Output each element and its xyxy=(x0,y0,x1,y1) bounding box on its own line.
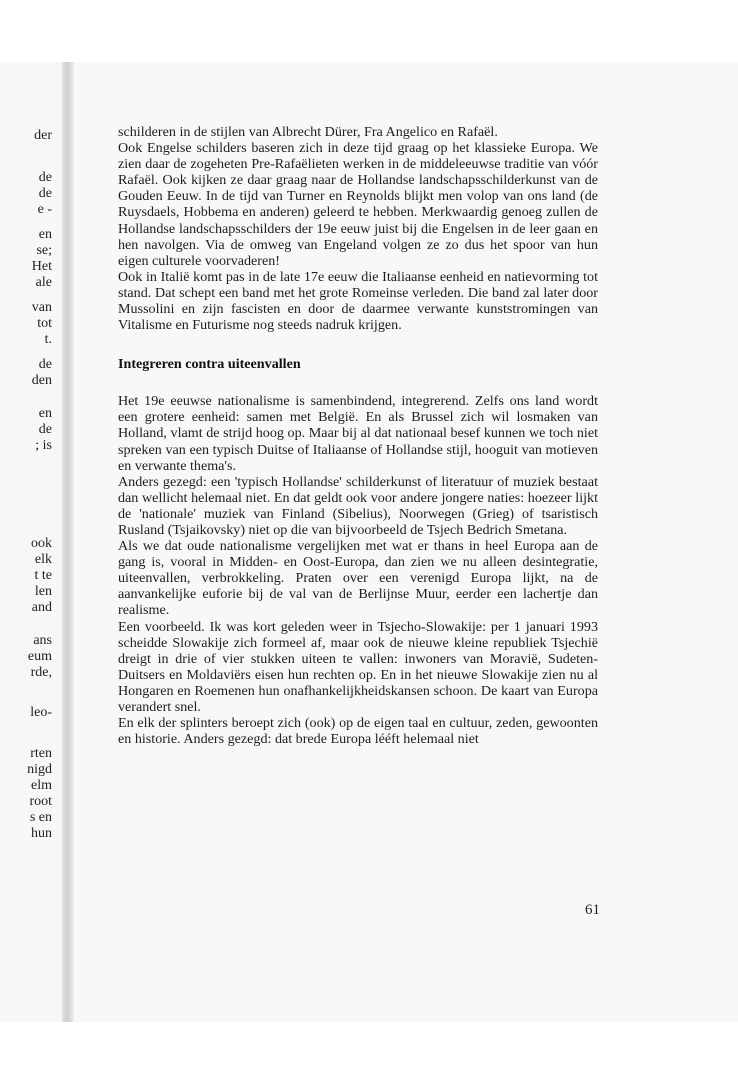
facing-page-fragment: eum xyxy=(27,649,52,664)
facing-page-fragment: de xyxy=(38,170,52,185)
facing-page-fragment: elk xyxy=(34,552,52,567)
paragraph: Het 19e eeuwse nationalisme is samenbindend, integrerend. Zelfs ons land wordt een grotere eenheid: samen met België. En als Brussel zich wil losmaken van Holland, vlamt de strijd hoog op. Maar bij al dat nationaal besef kunnen we toch niet spreken van een typisch Duitse of Italiaanse of Hollandse stijl, hooguit van motieven en verwante thema's. xyxy=(118,393,598,474)
facing-page-fragment: s en xyxy=(29,810,52,825)
facing-page-fragment: en xyxy=(38,227,52,242)
paragraph: schilderen in de stijlen van Albrecht Dürer, Fra Angelico en Rafaël. xyxy=(118,124,498,140)
facing-page-fragment: ook xyxy=(31,536,52,551)
paragraph: Ook Engelse schilders baseren zich in deze tijd graag op het klassieke Europa. We zien daar de zogeheten Pre-Rafaëlieten werken in de middeleeuwse traditie van vóór Rafaël. Ook kijken ze daar graag naar de Hollandse landschapsschilderkunst van de Gouden Eeuw. In de tijd van Turner en Reynolds blijkt men volop van ons land (de Ruysdaels, Hobbema en anderen) geleerd te hebben. Merkwaardig genoeg zullen de Hollandse landschapsschilders der 19e eeuw juist bij die Engelsen in de leer gaan en hen navolgen. Via de omweg van Engeland volgen ze zo dus het spoor van hun eigen culturele voorvaderen! xyxy=(118,140,598,269)
facing-page-fragment: hun xyxy=(31,826,52,841)
paragraph: En elk der splinters beroept zich (ook) op de eigen taal en cultuur, zeden, gewoonten en historie. Anders gezegd: dat brede Europa lééft helemaal niet xyxy=(118,715,598,748)
facing-page-fragment: ans xyxy=(33,633,52,648)
facing-page-fragment: len xyxy=(34,584,52,599)
section-heading: Integreren contra uiteenvallen xyxy=(118,356,301,373)
facing-page-fragment: rten xyxy=(30,746,52,761)
scan-margin xyxy=(0,0,738,62)
facing-page-fragment: and xyxy=(31,600,52,615)
facing-page-fragment: rde, xyxy=(30,665,52,680)
facing-page-fragment: der xyxy=(34,128,52,143)
facing-page-fragment: root xyxy=(29,794,52,809)
facing-page-fragment: van xyxy=(31,300,52,315)
facing-page-fragment: den xyxy=(31,373,52,388)
paragraph: Anders gezegd: een 'typisch Hollandse' schilderkunst of literatuur of muziek bestaat dan wellicht helemaal niet. En dat geldt ook voor andere jongere naties: hoezeer lijkt de 'nationale' muziek van Finland (Sibelius), Noorwegen (Grieg) of tsaristisch Rusland (Tsjaikovsky) niet op die van bijvoorbeeld de Tsjech Bedrich Smetana. xyxy=(118,473,598,538)
paragraph: Als we dat oude nationalisme vergelijken met wat er thans in heel Europa aan de gang is, vooral in Midden- en Oost-Europa, dan zien we nu alleen desintegratie, uiteenvallen, verbrokkeling. Praten over een verenigd Europa lijkt, na de aanvankelijke euforie bij de val van de Berlijnse Muur, eerder een lachertje dan realisme. xyxy=(118,538,598,619)
facing-page-fragment: de xyxy=(38,186,52,201)
page-number: 61 xyxy=(585,902,600,918)
facing-page-fragment: leo- xyxy=(30,705,52,720)
facing-page-fragment: ale xyxy=(35,275,52,290)
page-body xyxy=(118,124,598,747)
facing-page-fragment: nigd xyxy=(27,762,52,777)
facing-page-fragment: t. xyxy=(44,332,52,347)
facing-page-fragment: t te xyxy=(34,568,52,583)
paragraph: Een voorbeeld. Ik was kort geleden weer in Tsjecho-Slowakije: per 1 januari 1993 scheidde Slowakije zich formeel af, maar ook de nieuwe kleine republiek Tsjechië dreigt in drie of vier stukken uiteen te vallen: inwoners van Moravië, Sudeten-Duitsers en Moldaviërs eisen hun rechten op. En in het nieuwe Slowakije zien nu al Hongaren en Roemenen hun onafhankelijkheidskansen schoon. De kaart van Europa verandert snel. xyxy=(118,618,598,715)
facing-page-fragment: en xyxy=(38,406,52,421)
facing-page-fragment: elm xyxy=(31,778,52,793)
paragraph: Ook in Italië komt pas in de late 17e eeuw die Italiaanse eenheid en natievorming tot stand. Dat schept een band met het grote Romeinse verleden. Die band zal later door Mussolini en zijn fascisten en door de daarmee verwante kunststromingen van Vitalisme en Futurisme nog steeds nadruk krijgen. xyxy=(118,268,598,334)
facing-page-fragment: e - xyxy=(37,202,52,217)
facing-page-fragment: tot xyxy=(37,316,52,331)
facing-page-edge xyxy=(0,62,66,1022)
facing-page-fragment: de xyxy=(38,357,52,372)
facing-page-fragment: ; is xyxy=(35,438,52,453)
facing-page-fragment: se; xyxy=(36,243,52,258)
book-gutter xyxy=(62,62,74,1022)
facing-page-fragment: Het xyxy=(31,259,52,274)
facing-page-fragment: de xyxy=(38,422,52,437)
